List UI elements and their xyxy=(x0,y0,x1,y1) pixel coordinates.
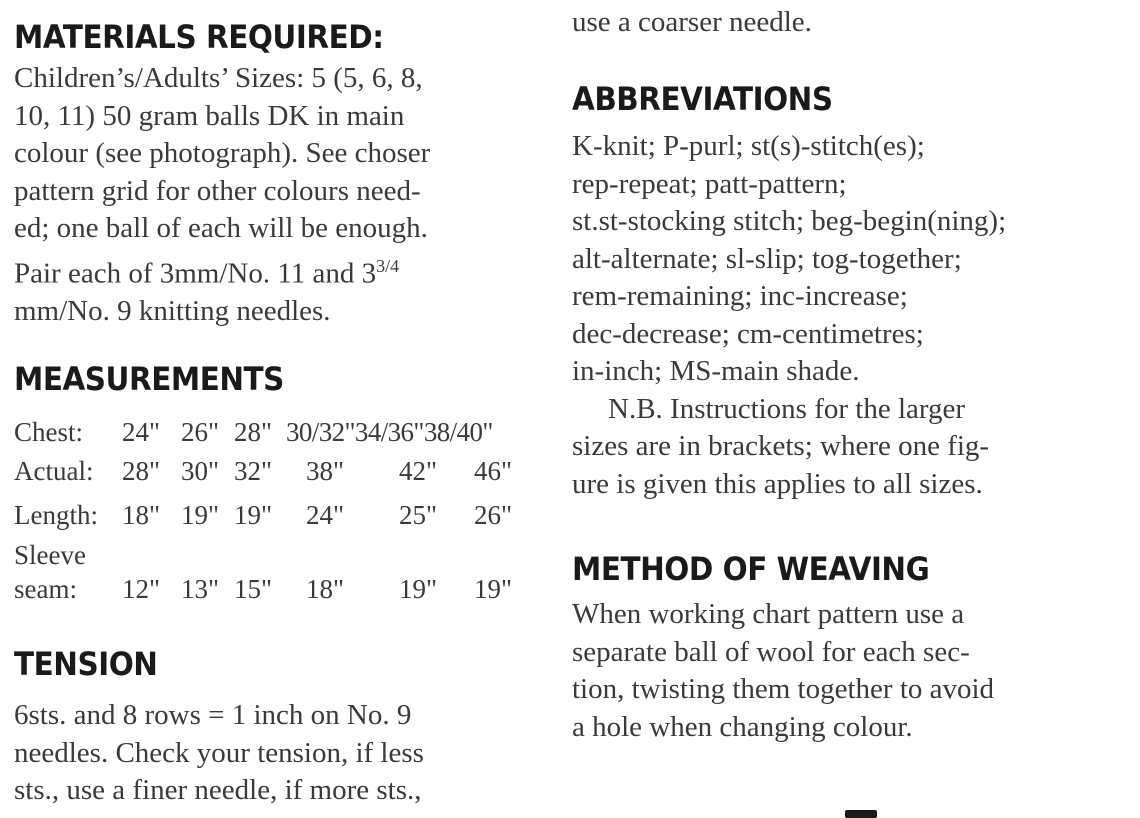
note-line: N.B. Instructions for the larger xyxy=(608,392,966,425)
materials-text xyxy=(14,60,430,330)
continued-line: use a coarser needle. xyxy=(572,6,812,38)
table-cell: 19" xyxy=(234,500,273,530)
table-cell: 18" xyxy=(306,574,345,604)
table-cell: 19" xyxy=(399,574,438,604)
row-label: seam: xyxy=(14,574,77,604)
table-cell: 18" xyxy=(122,500,161,530)
materials-line: Children’s/Adults’ Sizes: 5 (5, 6, 8, xyxy=(14,62,423,94)
table-cell: 26" xyxy=(474,500,513,530)
method-line: tion, twisting them together to avoid xyxy=(572,673,995,705)
table-cell: 28" xyxy=(234,417,273,447)
table-cell: 13" xyxy=(181,574,220,604)
table-cell: 30/32"34/36"38/40" xyxy=(286,417,493,447)
table-cell: 42" xyxy=(399,456,438,486)
tension-line: sts., use a finer needle, if more sts., xyxy=(14,774,422,806)
method-line: a hole when changing colour. xyxy=(572,710,913,743)
table-cell: 30" xyxy=(181,456,220,486)
row-label: Length: xyxy=(14,500,98,530)
measurements-heading: MEASUREMENTS xyxy=(14,360,284,398)
abbreviation-line: dec-decrease; cm-centimetres; xyxy=(572,317,924,350)
table-cell: 25" xyxy=(399,500,438,530)
abbreviations-heading: ABBREVIATIONS xyxy=(572,80,833,118)
needle-size-fraction: 3/4 xyxy=(376,255,400,276)
abbreviation-line: st.st-stocking stitch; beg-begin(ning); xyxy=(572,205,1007,237)
materials-line: ed; one ball of each will be enough. xyxy=(14,212,428,244)
measurement-row-sleeve-seam xyxy=(14,574,534,614)
materials-line: colour (see photograph). See choser xyxy=(14,137,431,169)
note-line: ure is given this applies to all sizes. xyxy=(572,467,983,500)
materials-line: pattern grid for other colours need- xyxy=(14,174,421,207)
row-label: Actual: xyxy=(14,456,94,486)
abbreviation-line: rem-remaining; inc-increase; xyxy=(572,280,908,312)
table-cell: 38" xyxy=(306,456,345,486)
method-heading: METHOD OF WEAVING xyxy=(572,550,930,588)
materials-heading: MATERIALS REQUIRED: xyxy=(14,18,384,56)
table-cell: 46" xyxy=(474,456,513,486)
table-cell: 19" xyxy=(181,500,220,530)
abbreviation-line: alt-alternate; sl-slip; tog-together; xyxy=(572,242,962,275)
method-line: When working chart pattern use a xyxy=(572,598,965,630)
materials-line: 10, 11) 50 gram balls DK in main xyxy=(14,99,405,132)
materials-line-text: Pair each of 3mm/No. 11 and 3 xyxy=(14,257,377,290)
materials-line xyxy=(14,248,430,293)
tension-line: needles. Check your tension, if less xyxy=(14,736,424,769)
note-line: sizes are in brackets; where one fig- xyxy=(572,430,990,462)
table-cell: 24" xyxy=(306,500,345,530)
table-cell: 26" xyxy=(181,417,220,447)
table-cell: 28" xyxy=(122,456,161,486)
continued-text xyxy=(572,4,812,42)
measurement-row-chest xyxy=(14,417,534,457)
table-cell: 24" xyxy=(122,417,161,447)
abbreviation-line: rep-repeat; patt-pattern; xyxy=(572,167,847,200)
row-label: Chest: xyxy=(14,417,84,447)
abbreviations-text xyxy=(572,128,1006,503)
method-text xyxy=(572,596,994,746)
table-cell: 15" xyxy=(234,574,273,604)
tension-heading: TENSION xyxy=(14,645,158,683)
cropped-glyph-fragment xyxy=(845,810,877,818)
abbreviation-line: K-knit; P-purl; st(s)-stitch(es); xyxy=(572,130,925,162)
table-cell: 12" xyxy=(122,574,161,604)
tension-line: 6sts. and 8 rows = 1 inch on No. 9 xyxy=(14,699,412,731)
abbreviation-line: in-inch; MS-main shade. xyxy=(572,355,860,387)
method-line: separate ball of wool for each sec- xyxy=(572,635,970,668)
measurement-row-actual xyxy=(14,456,534,496)
materials-line: mm/No. 9 knitting needles. xyxy=(14,294,331,327)
row-label: Sleeve xyxy=(14,540,86,570)
measurement-row-length xyxy=(14,500,534,540)
table-cell: 32" xyxy=(234,456,273,486)
tension-text xyxy=(14,697,424,810)
table-cell: 19" xyxy=(474,574,513,604)
